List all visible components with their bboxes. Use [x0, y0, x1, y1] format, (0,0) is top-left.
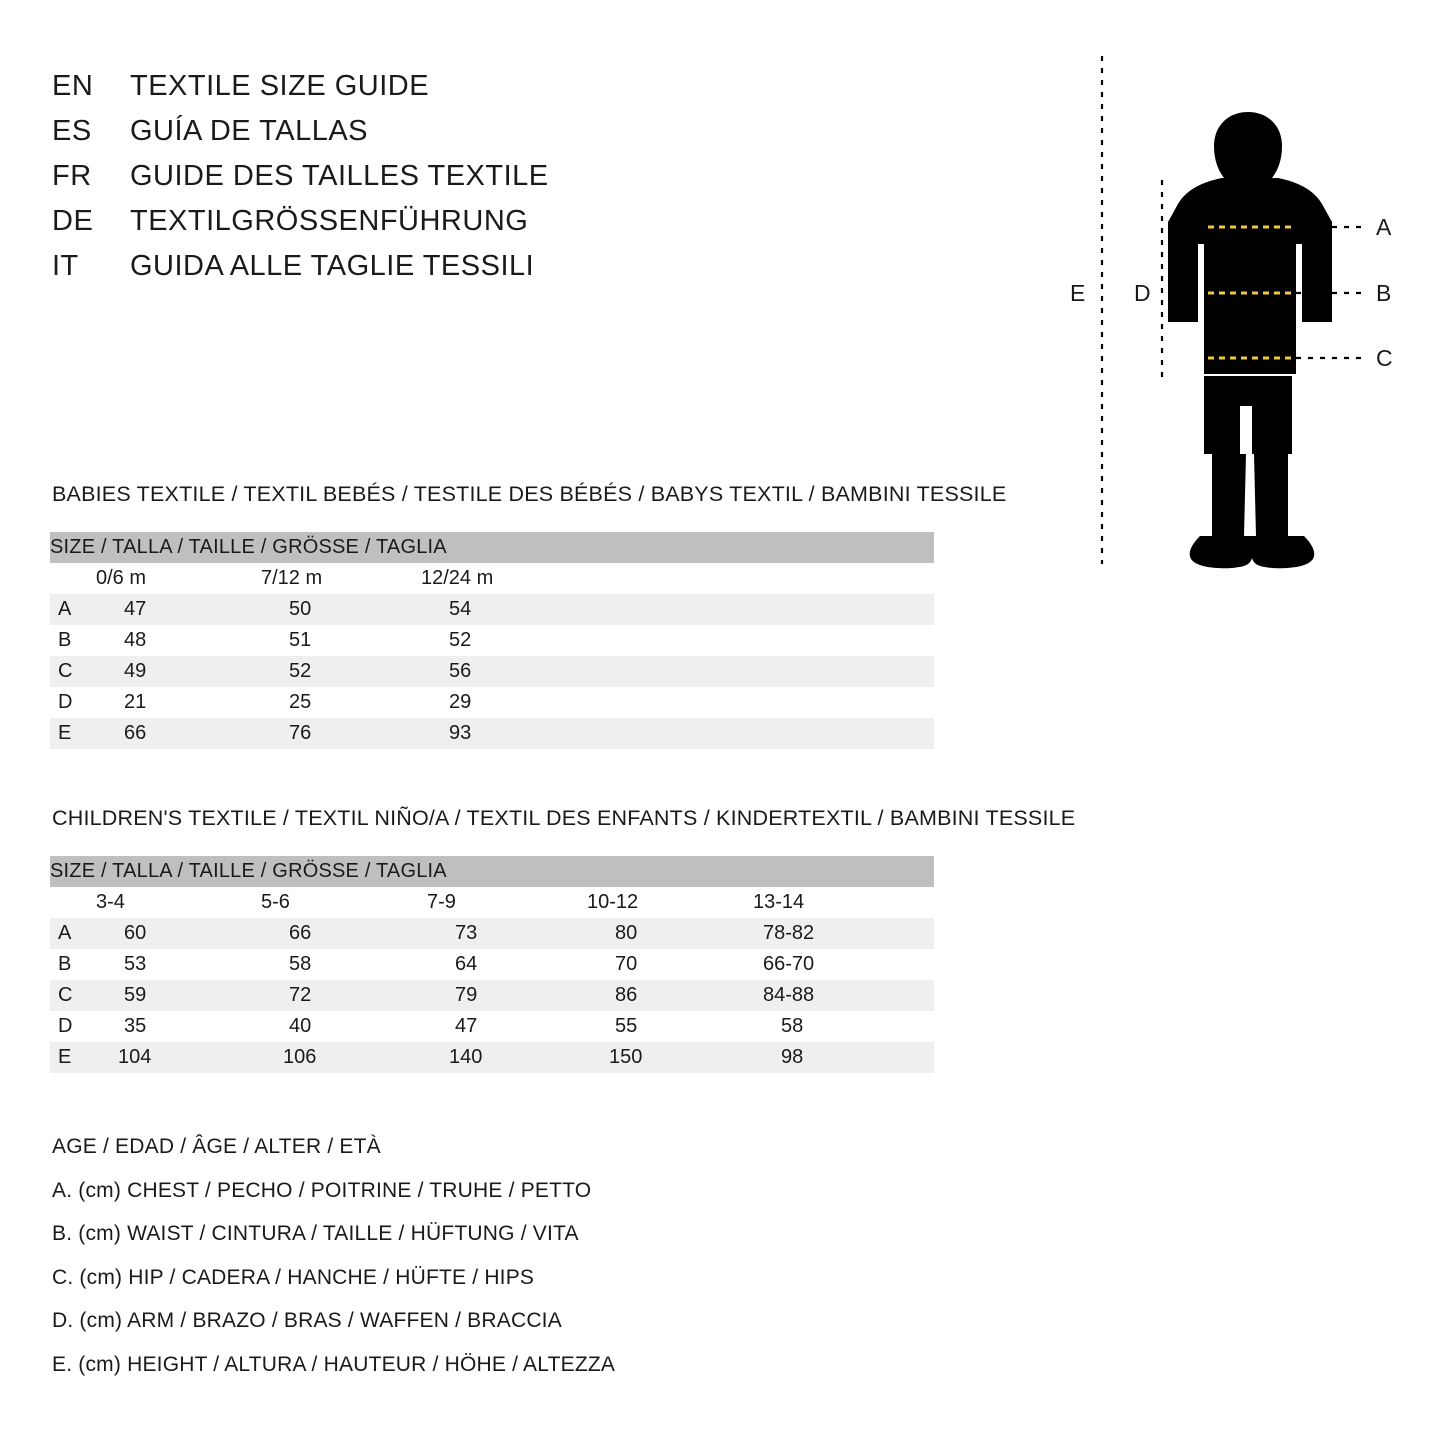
title-text-es: GUÍA DE TALLAS — [130, 115, 369, 147]
table-header-row — [50, 532, 934, 563]
title-row-es — [52, 115, 672, 160]
babies-col-0: 0/6 m — [96, 563, 261, 594]
cell: 72 — [261, 980, 427, 1011]
title-lang-de: DE — [52, 205, 94, 237]
table-column-row — [50, 563, 934, 594]
title-block — [52, 70, 672, 295]
cell: 140 — [427, 1042, 587, 1073]
babies-row-label-c: C — [50, 656, 96, 687]
table-row — [50, 1011, 934, 1042]
cell: 70 — [587, 949, 753, 980]
figure-label-e: E — [1070, 280, 1086, 306]
cell: 21 — [96, 687, 261, 718]
cell: 59 — [96, 980, 261, 1011]
table-row — [50, 625, 934, 656]
legend-waist: B. (cm) WAIST / CINTURA / TAILLE / HÜFTUNG / VITA — [52, 1222, 579, 1245]
table-row — [50, 980, 934, 1011]
title-row-it — [52, 250, 672, 295]
babies-row-label-b: B — [50, 625, 96, 656]
figure-label-d: D — [1134, 280, 1151, 306]
cell: 84-88 — [753, 980, 934, 1011]
children-col-1: 5-6 — [261, 887, 427, 918]
children-col-3: 10-12 — [587, 887, 753, 918]
cell: 76 — [261, 718, 421, 749]
cell: 52 — [261, 656, 421, 687]
cell: 106 — [261, 1042, 427, 1073]
cell: 49 — [96, 656, 261, 687]
title-lang-en: EN — [52, 70, 94, 102]
table-row — [50, 718, 934, 749]
legend-height: E. (cm) HEIGHT / ALTURA / HAUTEUR / HÖHE / ALTEZZA — [52, 1352, 616, 1376]
title-text-en: TEXTILE SIZE GUIDE — [130, 70, 430, 102]
children-row-label-c: C — [50, 980, 96, 1011]
table-row — [50, 918, 934, 949]
table-row — [50, 687, 934, 718]
cell: 35 — [96, 1011, 261, 1042]
title-text-de: TEXTILGRÖSSENFÜHRUNG — [130, 205, 529, 237]
children-section-heading: CHILDREN'S TEXTILE / TEXTIL NIÑO/A / TEXTIL DES ENFANTS / KINDERTEXTIL / BAMBINI TESSILE — [52, 806, 1076, 830]
cell: 25 — [261, 687, 421, 718]
table-row — [50, 1042, 934, 1073]
cell: 66-70 — [753, 949, 934, 980]
legend-arm: D. (cm) ARM / BRAZO / BRAS / WAFFEN / BRACCIA — [52, 1309, 562, 1332]
svg-text:A: A — [1376, 214, 1392, 240]
children-size-header: SIZE / TALLA / TAILLE / GRÖSSE / TAGLIA — [50, 856, 934, 887]
cell: 50 — [261, 594, 421, 625]
title-lang-es: ES — [52, 115, 92, 147]
table-column-row — [50, 887, 934, 918]
legend-age: AGE / EDAD / ÂGE / ALTER / ETÀ — [52, 1135, 381, 1158]
cell: 93 — [421, 718, 934, 749]
cell: 47 — [427, 1011, 587, 1042]
cell: 54 — [421, 594, 934, 625]
babies-row-label-e: E — [50, 718, 96, 749]
cell: 58 — [261, 949, 427, 980]
cell: 58 — [753, 1011, 934, 1042]
cell: 73 — [427, 918, 587, 949]
legend-hip: C. (cm) HIP / CADERA / HANCHE / HÜFTE / HIPS — [52, 1265, 535, 1289]
cell: 52 — [421, 625, 934, 656]
title-text-it: GUIDA ALLE TAGLIE TESSILI — [130, 250, 535, 282]
table-row — [50, 594, 934, 625]
cell: 48 — [96, 625, 261, 656]
cell: 55 — [587, 1011, 753, 1042]
title-row-de — [52, 205, 672, 250]
cell: 56 — [421, 656, 934, 687]
children-col-2: 7-9 — [427, 887, 587, 918]
babies-row-label-a: A — [50, 594, 96, 625]
table-header-row — [50, 856, 934, 887]
children-row-label-a: A — [50, 918, 96, 949]
babies-size-table — [50, 532, 934, 749]
cell: 40 — [261, 1011, 427, 1042]
children-size-table — [50, 856, 934, 1073]
babies-col-2: 12/24 m — [421, 563, 934, 594]
legend-chest: A. (cm) CHEST / PECHO / POITRINE / TRUHE / PETTO — [52, 1178, 592, 1202]
child-silhouette — [1168, 112, 1332, 568]
title-row-fr — [52, 160, 672, 205]
cell: 86 — [587, 980, 753, 1011]
cell: 150 — [587, 1042, 753, 1073]
cell: 80 — [587, 918, 753, 949]
babies-col-1: 7/12 m — [261, 563, 421, 594]
legend-block — [52, 1135, 615, 1396]
title-lang-it: IT — [52, 250, 79, 282]
svg-text:B: B — [1376, 280, 1392, 306]
cell: 66 — [96, 718, 261, 749]
children-row-label-b: B — [50, 949, 96, 980]
cell: 98 — [753, 1042, 934, 1073]
cell: 60 — [96, 918, 261, 949]
cell: 79 — [427, 980, 587, 1011]
cell: 78-82 — [753, 918, 934, 949]
babies-row-label-d: D — [50, 687, 96, 718]
cell: 104 — [96, 1042, 261, 1073]
title-row-en — [52, 70, 672, 115]
cell: 47 — [96, 594, 261, 625]
babies-section-heading: BABIES TEXTILE / TEXTIL BEBÉS / TESTILE DES BÉBÉS / BABYS TEXTIL / BAMBINI TESSILE — [52, 482, 1007, 506]
children-col-4: 13-14 — [753, 887, 934, 918]
children-row-label-e: E — [50, 1042, 96, 1073]
cell: 66 — [261, 918, 427, 949]
measurement-figure — [1040, 50, 1420, 570]
cell: 64 — [427, 949, 587, 980]
title-lang-fr: FR — [52, 160, 92, 192]
table-row — [50, 949, 934, 980]
svg-text:C: C — [1376, 345, 1393, 371]
children-row-label-d: D — [50, 1011, 96, 1042]
table-row — [50, 656, 934, 687]
children-col-0: 3-4 — [96, 887, 261, 918]
cell: 29 — [421, 687, 934, 718]
cell: 53 — [96, 949, 261, 980]
babies-size-header: SIZE / TALLA / TAILLE / GRÖSSE / TAGLIA — [50, 532, 934, 563]
cell: 51 — [261, 625, 421, 656]
title-text-fr: GUIDE DES TAILLES TEXTILE — [130, 160, 549, 192]
